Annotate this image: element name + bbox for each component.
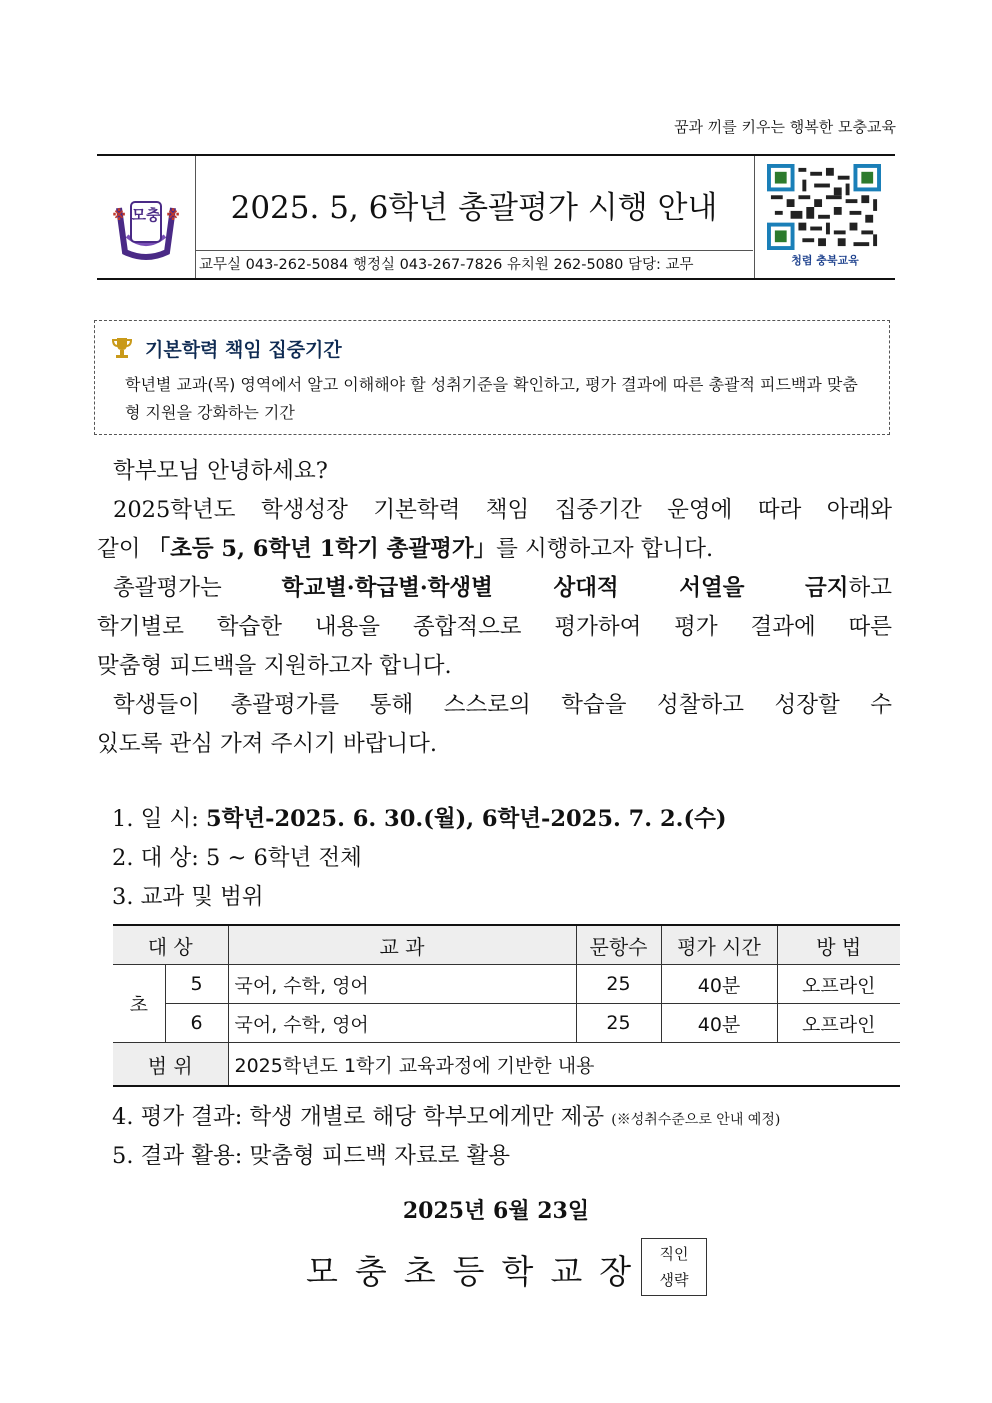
notice-heading: 기본학력 책임 집중기간 <box>145 339 342 361</box>
method-cell: 오프라인 <box>777 1004 900 1043</box>
header-subjects: 교 과 <box>228 925 576 965</box>
contact-info: 교무실 043-262-5084 행정실 043-267-7826 유치원 262-5080 담당: 교무 <box>195 250 753 278</box>
scope-row <box>113 1043 900 1087</box>
scope-label: 범 위 <box>113 1043 228 1087</box>
paragraph-3-line-2: 있도록 관심 가져 주시기 바랍니다. <box>97 731 438 757</box>
school-emblem-icon <box>97 156 195 278</box>
document-title: 2025. 5, 6학년 총괄평가 시행 안내 <box>230 190 718 226</box>
exam-title-emphasis: 「초등 5, 6학년 1학기 총괄평가」 <box>147 536 497 562</box>
paragraph-1-line-2: 같이 「초등 5, 6학년 1학기 총괄평가」를 시행하고자 합니다. <box>97 536 714 562</box>
header-target: 대 상 <box>113 925 228 965</box>
paragraph-2-line-3: 맞춤형 피드백을 지원하고자 합니다. <box>97 653 452 679</box>
grade-cell: 5 <box>165 965 228 1004</box>
header-duration: 평가 시간 <box>661 925 777 965</box>
header-method: 방 법 <box>777 925 900 965</box>
scope-value: 2025학년도 1학기 교육과정에 기반한 내용 <box>228 1043 900 1087</box>
document-date: 2025년 6월 23일 <box>402 1198 590 1224</box>
paragraph-3-line-1: 학생들이 총괄평가를 통해 스스로의 학습을 성찰하고 성장할 수 <box>113 692 892 718</box>
time-cell: 40분 <box>661 965 777 1004</box>
schedule-dates: 5학년-2025. 6. 30.(월), 6학년-2025. 7. 2.(수) <box>205 806 727 832</box>
notice-box <box>94 320 890 435</box>
signer-name: 모충초등학교장 <box>306 1252 649 1291</box>
qr-code-icon <box>767 164 881 250</box>
greeting: 학부모님 안녕하세요? <box>113 458 328 484</box>
school-motto: 꿈과 끼를 키우는 행복한 모충교육 <box>674 118 896 136</box>
notice-body: 학년별 교과(목) 영역에서 알고 이해해야 할 성취기준을 확인하고, 평가 결과에 따른 총괄적 피드백과 맞춤형 지원을 강화하는 기간 <box>125 375 858 422</box>
qr-caption: 청렴 충북교육 <box>791 254 859 267</box>
exam-table <box>113 924 900 1087</box>
subjects-cell: 국어, 수학, 영어 <box>228 965 576 1004</box>
school-level-cell: 초 <box>113 965 165 1043</box>
ranking-prohibition-emphasis: 학교별·학급별·학생별 상대적 서열을 금지 <box>281 575 849 601</box>
method-cell: 오프라인 <box>777 965 900 1004</box>
table-header-row <box>113 925 900 965</box>
trophy-icon <box>109 335 135 361</box>
item-target: 2. 대 상: 5 ~ 6학년 전체 <box>112 845 362 871</box>
logo-text: 모충 <box>131 206 161 224</box>
time-cell: 40분 <box>661 1004 777 1043</box>
document-header <box>97 154 895 280</box>
item-results: 4. 평가 결과: 학생 개별로 해당 학부모에게만 제공 (※성취수준으로 안내 예정) <box>112 1104 781 1130</box>
qr-panel <box>754 156 895 278</box>
subjects-cell: 국어, 수학, 영어 <box>228 1004 576 1043</box>
table-row <box>113 1004 900 1043</box>
seal-omitted-box: 직인 생략 <box>641 1238 707 1296</box>
paragraph-2-line-1: 총괄평가는 학교별·학급별·학생별 상대적 서열을 금지하고 <box>113 575 893 601</box>
item-schedule: 1. 일 시: 5학년-2025. 6. 30.(월), 6학년-2025. 7. 2.(수) <box>112 806 727 832</box>
header-item-count: 문항수 <box>576 925 661 965</box>
paragraph-1-line-1: 2025학년도 학생성장 기본학력 책임 집중기간 운영에 따라 아래와 <box>113 497 892 523</box>
grade-cell: 6 <box>165 1004 228 1043</box>
school-logo <box>97 156 196 278</box>
results-note: (※성취수준으로 안내 예정) <box>611 1112 781 1128</box>
table-row <box>113 965 900 1004</box>
count-cell: 25 <box>576 1004 661 1043</box>
svg-text:※: ※ <box>166 208 180 224</box>
item-usage: 5. 결과 활용: 맞춤형 피드백 자료로 활용 <box>112 1143 510 1169</box>
paragraph-2-line-2: 학기별로 학습한 내용을 종합적으로 평가하여 평가 결과에 따른 <box>97 614 892 640</box>
count-cell: 25 <box>576 965 661 1004</box>
item-subjects-scope: 3. 교과 및 범위 <box>112 884 264 910</box>
svg-text:※: ※ <box>112 208 126 224</box>
